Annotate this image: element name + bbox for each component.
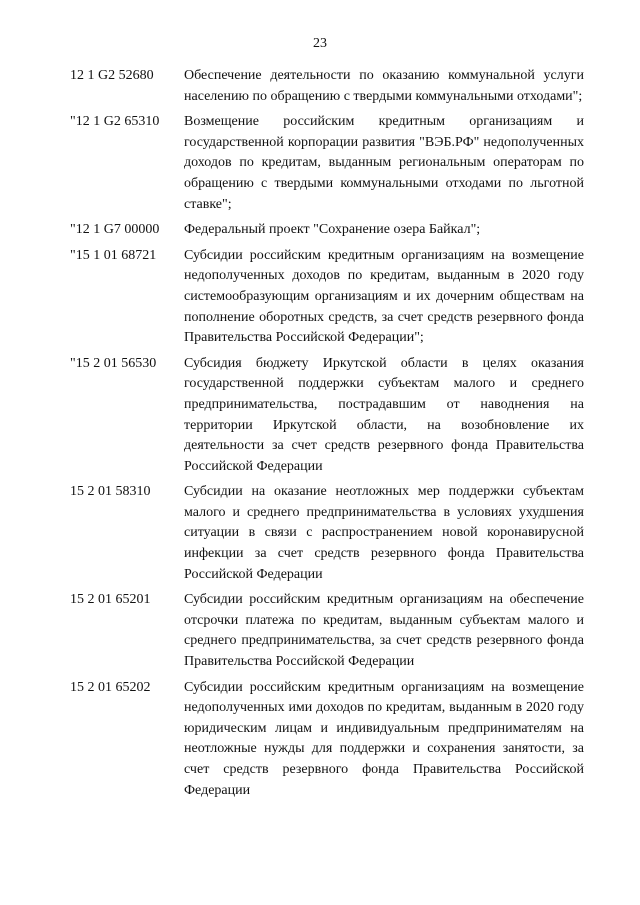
code-entry [70,220,584,241]
code-entry [70,66,584,107]
code-description: Субсидии российским кредитным организациям на возмещение недополученных доходов по кредитам, выданным в 2020 году системообразующим организациям и их дочерним обществам на пополнение оборотных средств, за счет средств резервного фонда Правительства Российской Федерации"; [184,247,584,346]
code-description: Федеральный проект "Сохранение озера Байкал"; [184,222,481,238]
classification-code: 15 2 01 65202 [70,679,151,695]
budget-code-list [70,66,584,806]
page-number: 23 [313,36,327,51]
classification-code: "12 1 G2 65310 [70,114,160,130]
code-entry [70,590,584,672]
code-description: Субсидии на оказание неотложных мер поддержки субъектам малого и среднего предпринимательства в условиях ухудшения ситуации в связи с распространением новой коронавирусной инфекции за счет средств резервного фонда Правительства Российской Федерации [184,484,584,582]
classification-code: "15 2 01 56530 [70,355,157,371]
classification-code: 12 1 G2 52680 [70,68,154,83]
classification-code: 15 2 01 58310 [70,484,151,500]
classification-code: "12 1 G7 00000 [70,222,160,238]
code-entry [70,354,584,478]
code-description: Возмещение российским кредитным организациям и государственной корпорации развития "ВЭБ.РФ" недополученных доходов по кредитам, выданным региональным операторам по обращению с твердыми коммунальными отходами по льготной ставке"; [184,114,584,212]
classification-code: "15 1 01 68721 [70,247,157,263]
code-entry [70,112,584,215]
code-description: Субсидия бюджету Иркутской области в целях оказания государственной поддержки субъектам малого и среднего предпринимательства, пострадавшим от наводнения на территории Иркутской области, на возобновление их деятельности за счет средств резервного фонда Правительства Российской Федерации [184,355,584,474]
code-entry [70,678,584,802]
code-description: Субсидии российским кредитным организациям на обеспечение отсрочки платежа по кредитам, выданным субъектам малого и среднего предпринимательства, за счет средств резервного фонда Правительства Российской Федерации [184,592,584,670]
classification-code: 15 2 01 65201 [70,592,151,608]
code-description: Субсидии российским кредитным организациям на возмещение недополученных ими доходов по кредитам, выданным в 2020 году юридическим лицам и индивидуальным предпринимателям на неотложные нужды для поддержки и сохранения занятости, за счет средств резервного фонда Правительства Российской Федерации [184,679,584,798]
code-description: Обеспечение деятельности по оказанию коммунальной услуги населению по обращению с твердыми коммунальными отходами"; [184,68,584,104]
code-entry [70,482,584,585]
code-entry [70,246,584,349]
